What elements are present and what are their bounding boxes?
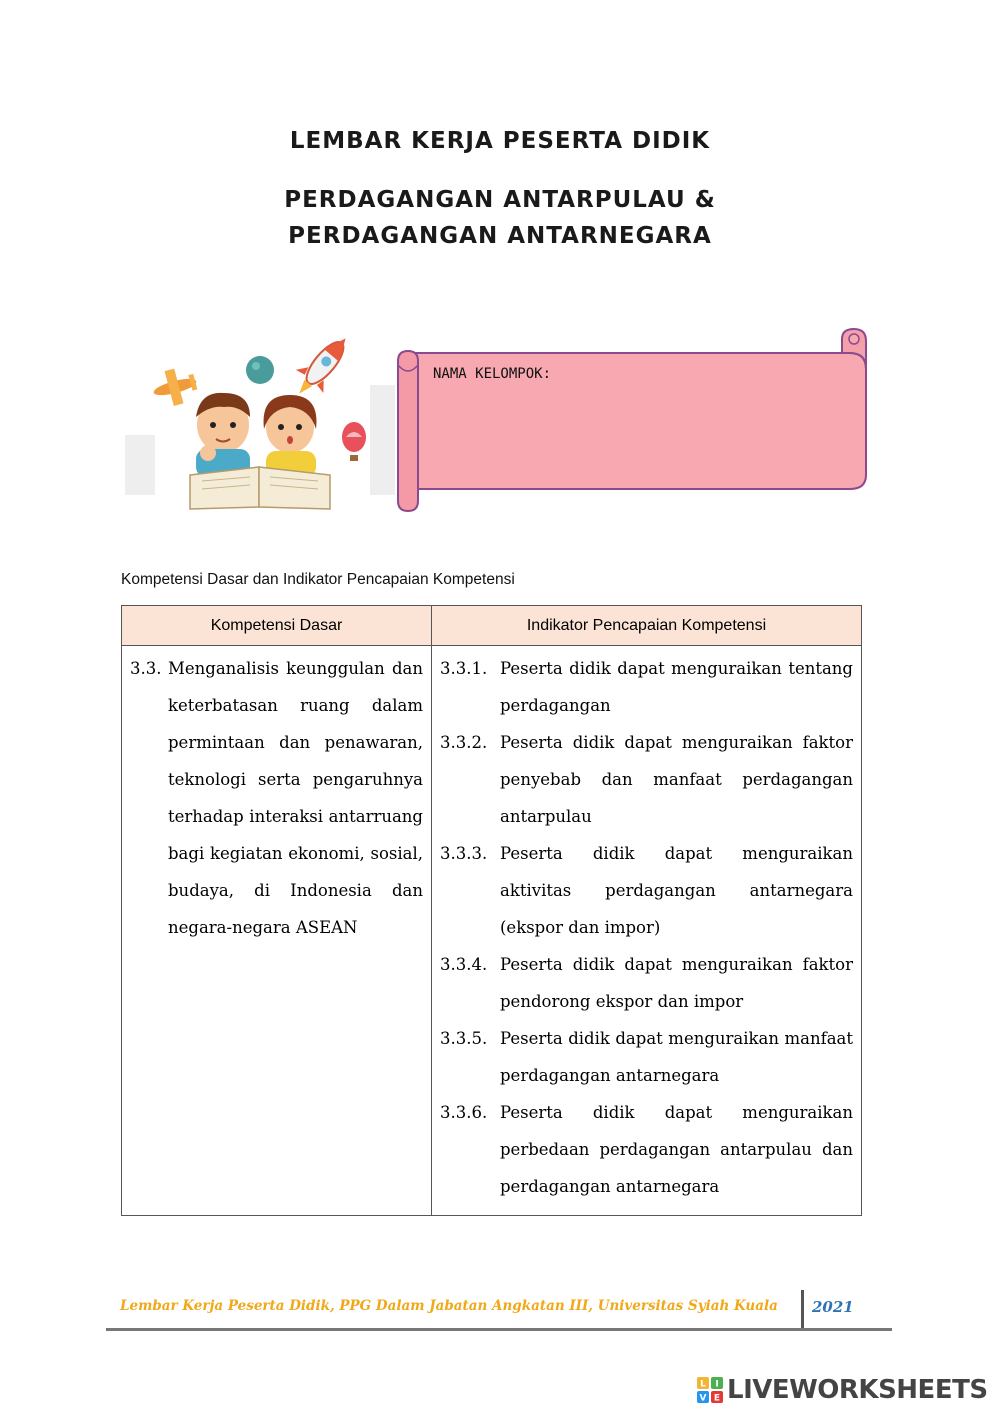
kd-cell [122, 646, 432, 1216]
footer-text: Lembar Kerja Peserta Didik, PPG Dalam Jabatan Angkatan III, Universitas Syiah Kuala [120, 1298, 778, 1314]
indicator-item [440, 1020, 853, 1094]
icon-letter-i: I [715, 1379, 719, 1390]
kd-number: 3.3. [130, 659, 162, 678]
indicator-item [440, 1094, 853, 1205]
icon-letter-v: V [699, 1393, 707, 1403]
competency-table [121, 605, 862, 1216]
table-header-row [122, 606, 862, 646]
indicator-number: 3.3.3. [440, 844, 488, 863]
indicator-item [440, 650, 853, 724]
document-title: LEMBAR KERJA PESERTA DIDIK [289, 128, 711, 154]
indicator-number: 3.3.4. [440, 955, 488, 974]
indicator-item [440, 724, 853, 835]
kids-reading-illustration [120, 325, 398, 513]
indicator-number: 3.3.2. [440, 733, 488, 752]
icon-letter-e: E [713, 1393, 721, 1403]
indicator-text: Peserta didik dapat menguraikan faktor penyebab dan manfaat perdagangan antarpulau [500, 733, 853, 826]
indicator-item [440, 835, 853, 946]
liveworksheets-grid-icon [697, 1377, 723, 1403]
footer-divider [801, 1290, 804, 1330]
boy-figure [196, 393, 250, 477]
indicator-number: 3.3.6. [440, 1103, 488, 1122]
liveworksheets-logo[interactable] [697, 1375, 988, 1405]
indicator-number: 3.3.5. [440, 1029, 488, 1048]
indicator-text: Peserta didik dapat menguraikan aktivitas perdagangan antarnegara (ekspor dan impor) [500, 844, 853, 937]
indicator-item [440, 946, 853, 1020]
group-name-scroll-banner [394, 325, 870, 515]
indicator-text: Peserta didik dapat menguraikan faktor pendorong ekspor dan impor [500, 955, 853, 1011]
footer-rule [106, 1328, 892, 1331]
girl-figure [264, 395, 317, 477]
indicator-text: Peserta didik dapat menguraikan tentang perdagangan [500, 659, 853, 715]
icon-letter-l: L [700, 1379, 706, 1390]
header-indikator: Indikator Pencapaian Kompetensi [432, 606, 862, 646]
indicator-cell [432, 646, 862, 1216]
footer-year: 2021 [812, 1298, 854, 1316]
liveworksheets-wordmark: LIVEWORKSHEETS [727, 1375, 988, 1405]
kd-item [130, 650, 423, 946]
indicator-text: Peserta didik dapat menguraikan perbedaan perdagangan antarpulau dan perdagangan antarnegara [500, 1103, 853, 1196]
indicator-text: Peserta didik dapat menguraikan manfaat perdagangan antarnegara [500, 1029, 853, 1085]
open-book-icon [190, 467, 330, 509]
section-heading: Kompetensi Dasar dan Indikator Pencapaian Kompetensi [121, 571, 515, 588]
table-row [122, 646, 862, 1216]
document-subtitle: PERDAGANGAN ANTARPULAU & PERDAGANGAN ANTARNEGARA [284, 187, 716, 249]
kd-text: Menganalisis keunggulan dan keterbatasan ruang dalam permintaan dan penawaran, teknologi serta pengaruhnya terhadap interaksi antarruang bagi kegiatan ekonomi, sosial, budaya, di Indonesia dan negara-negara ASEAN [168, 659, 423, 937]
header-kompetensi-dasar: Kompetensi Dasar [122, 606, 432, 646]
indicator-number: 3.3.1. [440, 659, 488, 678]
planet-icon [246, 356, 274, 384]
group-name-label: NAMA KELOMPOK: [433, 366, 552, 382]
